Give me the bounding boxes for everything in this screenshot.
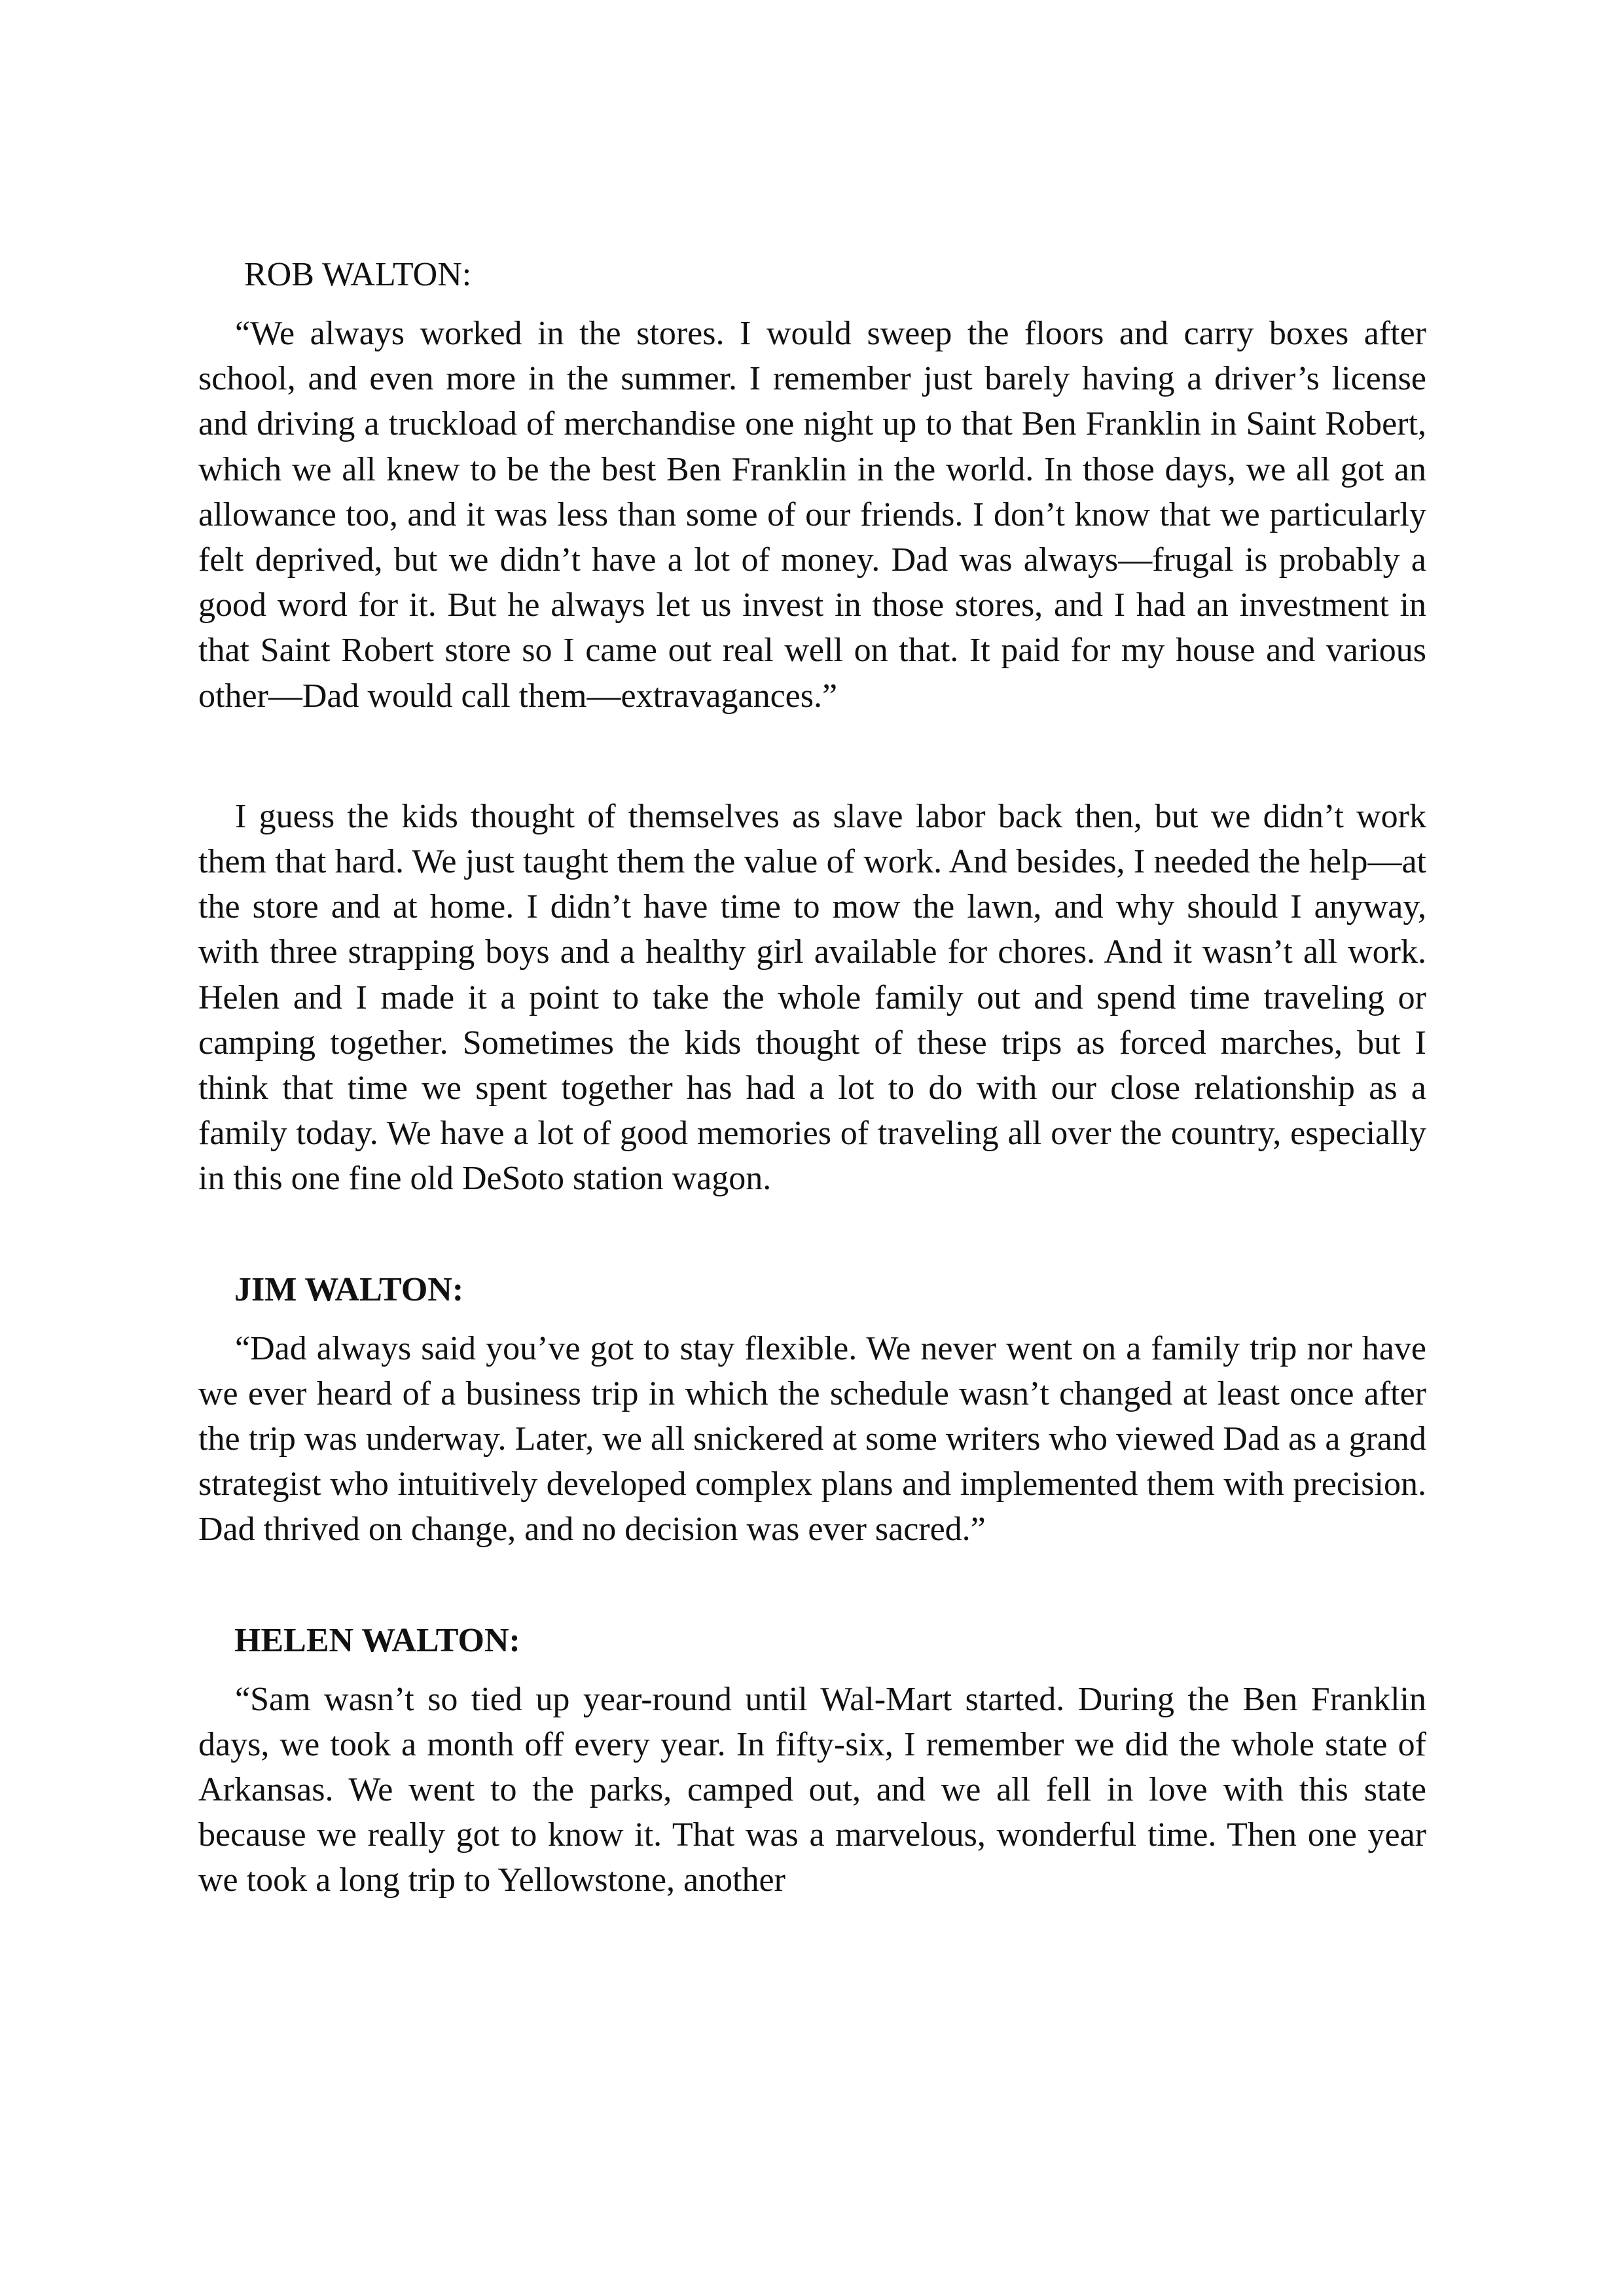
quote-paragraph-jim-walton: “Dad always said you’ve got to stay flexible. We never went on a family trip nor have we ever heard of a business trip in which the schedule wasn’t changed at least once after the trip was underway. Later, we all snickered at some writers who viewed Dad as a grand strategist who intuitively developed complex plans and implemented them with precision. Dad thrived on change, and no decision was ever sacred.” [198, 1329, 1426, 1549]
document-page [198, 252, 1426, 1903]
section-spacer [198, 1202, 1426, 1267]
section-spacer [198, 1552, 1426, 1618]
quote-paragraph-rob-walton: “We always worked in the stores. I would sweep the floors and carry boxes after school, and even more in the summer. I remember just barely having a driver’s license and driving a truckload of merchandise one night up to that Ben Franklin in Saint Robert, which we all knew to be the best Ben Franklin in the world. In those days, we all got an allowance too, and it was less than some of our friends. I don’t know that we particularly felt deprived, but we didn’t have a lot of money. Dad was always—frugal is probably a good word for it. But he always let us invest in those stores, and I had an investment in that Saint Robert store so I came out real well on that. It paid for my house and various other—Dad would call them—extravagances.” [198, 315, 1426, 715]
quote-paragraph-helen-walton: “Sam wasn’t so tied up year-round until Wal-Mart started. During the Ben Franklin days, we took a month off every year. In fifty-six, I remember we did the whole state of Arkansas. We went to the parks, camped out, and we all fell in love with this state because we really got to know it. That was a marvelous, wonderful time. Then one year we took a long trip to Yellowstone, another [198, 1680, 1426, 1899]
section-spacer [198, 719, 1426, 794]
speaker-heading-rob-walton: ROB WALTON: [244, 256, 472, 293]
speaker-heading-jim-walton: JIM WALTON: [234, 1270, 464, 1308]
speaker-heading-helen-walton: HELEN WALTON: [234, 1621, 520, 1659]
narrative-paragraph: I guess the kids thought of themselves as slave labor back then, but we didn’t work them that hard. We just taught them the value of work. And besides, I needed the help—at the store and at home. I didn’t have time to mow the lawn, and why should I anyway, with three strapping boys and a healthy girl available for chores. And it wasn’t all work. Helen and I made it a point to take the whole family out and spend time traveling or camping together. Sometimes the kids thought of these trips as forced marches, but I think that time we spent together has had a lot to do with our close relationship as a family today. We have a lot of good memories of traveling all over the country, especially in this one fine old DeSoto station wagon. [198, 797, 1426, 1198]
